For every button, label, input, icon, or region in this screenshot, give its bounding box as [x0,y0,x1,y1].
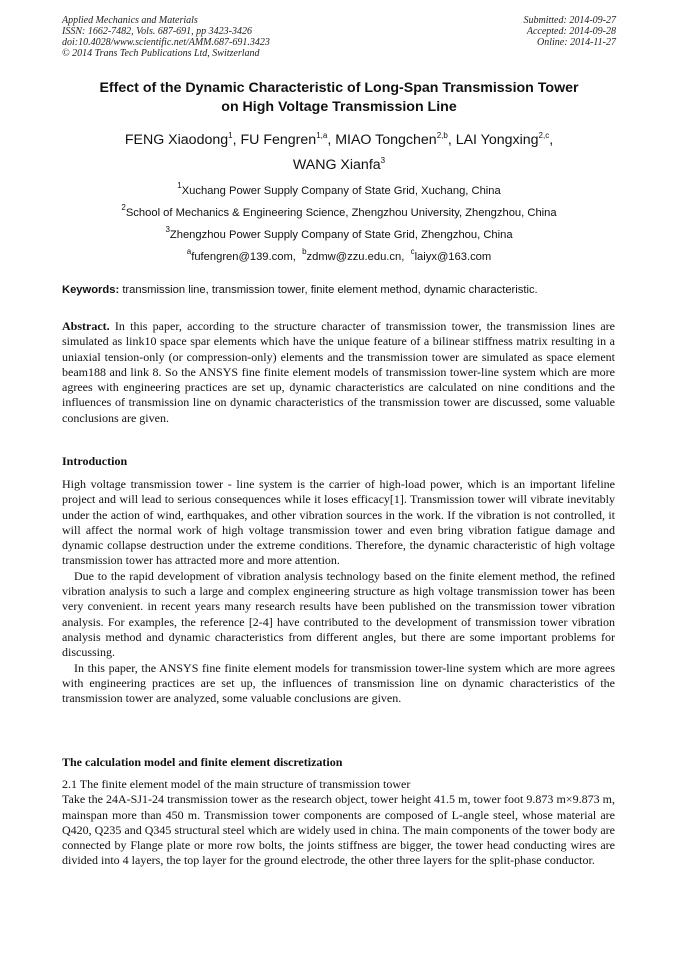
author-sup: 1 [228,131,233,140]
doi-line: doi:10.4028/www.scientific.net/AMM.687-691.3423 [62,37,270,48]
subsection-heading: 2.1 The finite element model of the main structure of transmission tower [62,777,411,791]
abstract-label: Abstract. [62,319,110,333]
author-name: LAI Yongxing [455,132,539,148]
author-name: MIAO Tongchen [335,132,437,148]
affiliation-sup: 2 [121,203,126,212]
calculation-body [62,777,615,869]
introduction-body [62,477,615,706]
affiliation-text: Zhengzhou Power Supply Company of State Grid, Zhengzhou, China [169,229,513,241]
author-sup: 1,a [316,131,328,140]
journal-header [62,15,270,59]
dates-header [524,15,617,48]
affiliation-sup: 1 [177,181,182,190]
affiliation-sup: 3 [165,225,170,234]
author-sup: 2,c [538,131,550,140]
author-name: FENG Xiaodong [124,132,229,148]
accepted-date: Accepted: 2014-09-28 [526,26,616,37]
abstract-text: In this paper, according to the structure character of transmission tower, the transmission lines are simulated as link10 space spar elements which have the unique feature of a bilinear stiffness matrix resulting in a uniaxial tension-only (or compression-only) elements and the transmission tower are simulated as space element beam188 and link 8. So the ANSYS fine finite element models of transmission tower-line system which are more agrees with engineering practices are set up, dynamic characteristics are calculated on nine conditions and the influences of transmission line on dynamic characteristics of the transmission tower are discussed, some valuable conclusions are given. [62,319,616,425]
affiliation [40,224,638,246]
email-sup: b [302,247,307,256]
online-date: Online: 2014-11-27 [537,37,616,48]
email-text[interactable]: fufengren@139.com, [191,251,296,263]
author-name: FU Fengren [240,132,317,148]
affiliation [40,202,638,224]
issn-line: ISSN: 1662-7482, Vols. 687-691, pp 3423-3426 [62,26,252,37]
title-line-1: Effect of the Dynamic Characteristic of Long-Span Transmission Tower [99,80,579,96]
copyright-line: © 2014 Trans Tech Publications Ltd, Switzerland [62,48,260,59]
submitted-date: Submitted: 2014-09-27 [523,15,616,26]
paper-title [40,79,638,117]
author-sup: 2,b [436,131,448,140]
affiliation-text: School of Mechanics & Engineering Science, Zhengzhou University, Zhengzhou, China [125,207,557,219]
affiliation-text: Xuchang Power Supply Company of State Grid, Xuchang, China [181,185,501,197]
email-sup: a [186,247,192,256]
author-list: FENG Xiaodong$^1$, FU Fengren$^{1,a}$, MIAO Tongchen$^{2,b}$, LAI Yongxing$^{2,c}$, WANG Xianfa$^3$ [124,131,554,173]
abstract [62,319,615,426]
keywords [62,283,622,297]
introduction-heading: Introduction [62,454,128,468]
paragraph: High voltage transmission tower - line system is the carrier of high-load power, which is an important lifeline project and will lead to serious consequences while it loses efficacy[1]. Transmission tower will vibrate inevitably under the action of wind, earthquakes, and other vibration sources in the work. If the vibration is not controlled, it will affect the normal work of high voltage transmission tower and even bring vibration fatigue damage and dynamic collapse destruction under the extreme conditions. Therefore, the dynamic characteristic of high voltage transmission tower has attracted more and more attention. [62,477,615,568]
paragraph: In this paper, the ANSYS fine finite element models for transmission tower-line system which are more agrees with engineering practices are set up, the influences of transmission line on dynamic characteristics of the transmission tower are analyzed, some valuable conclusions are given. [62,660,615,706]
paragraph: Due to the rapid development of vibration analysis technology based on the finite element method, the refined vibration analysis to such a large and complex engineering structure as high voltage transmission tower has been very convenient. in recent years many research results have been published on the transmission tower vibration analysis. For examples, the reference [2-4] have contributed to the development of transmission tower vibration analysis method and dynamic characteristics from different angles, but there are some important problems for discussing. [62,568,615,660]
author-sup: 3 [380,156,386,165]
affiliations [40,180,638,268]
calculation-heading: The calculation model and finite element discretization [62,755,343,769]
paragraph: Take the 24A-SJ1-24 transmission tower as the research object, tower height 41.5 m, tower foot 9.873 m×9.873 m, mainspan more than 450 m. Transmission tower components are composed of L-angle steel, whose material are Q420, Q235 and Q345 structural steel which are widely used in china. The main components of the tower body are connected by Flange plate or more row bolts, the joints stiffness are bigger, the tower head conducting wires are divided into 4 layers, the top layer for the ground electrode, the other three layers for the split-phase conductor. [62,792,615,868]
journal-name: Applied Mechanics and Materials [62,15,198,26]
keywords-label: Keywords: [62,284,120,296]
email-text[interactable]: laiyx@163.com [414,251,492,263]
email-sup: c [410,247,415,256]
email-line [40,246,638,268]
title-line-2: on High Voltage Transmission Line [221,99,457,115]
keywords-text: transmission line, transmission tower, finite element method, dynamic characteristic. [122,284,538,296]
affiliation [40,180,638,202]
author-name: WANG Xianfa [292,157,381,173]
email-text[interactable]: zdmw@zzu.edu.cn, [306,251,405,263]
